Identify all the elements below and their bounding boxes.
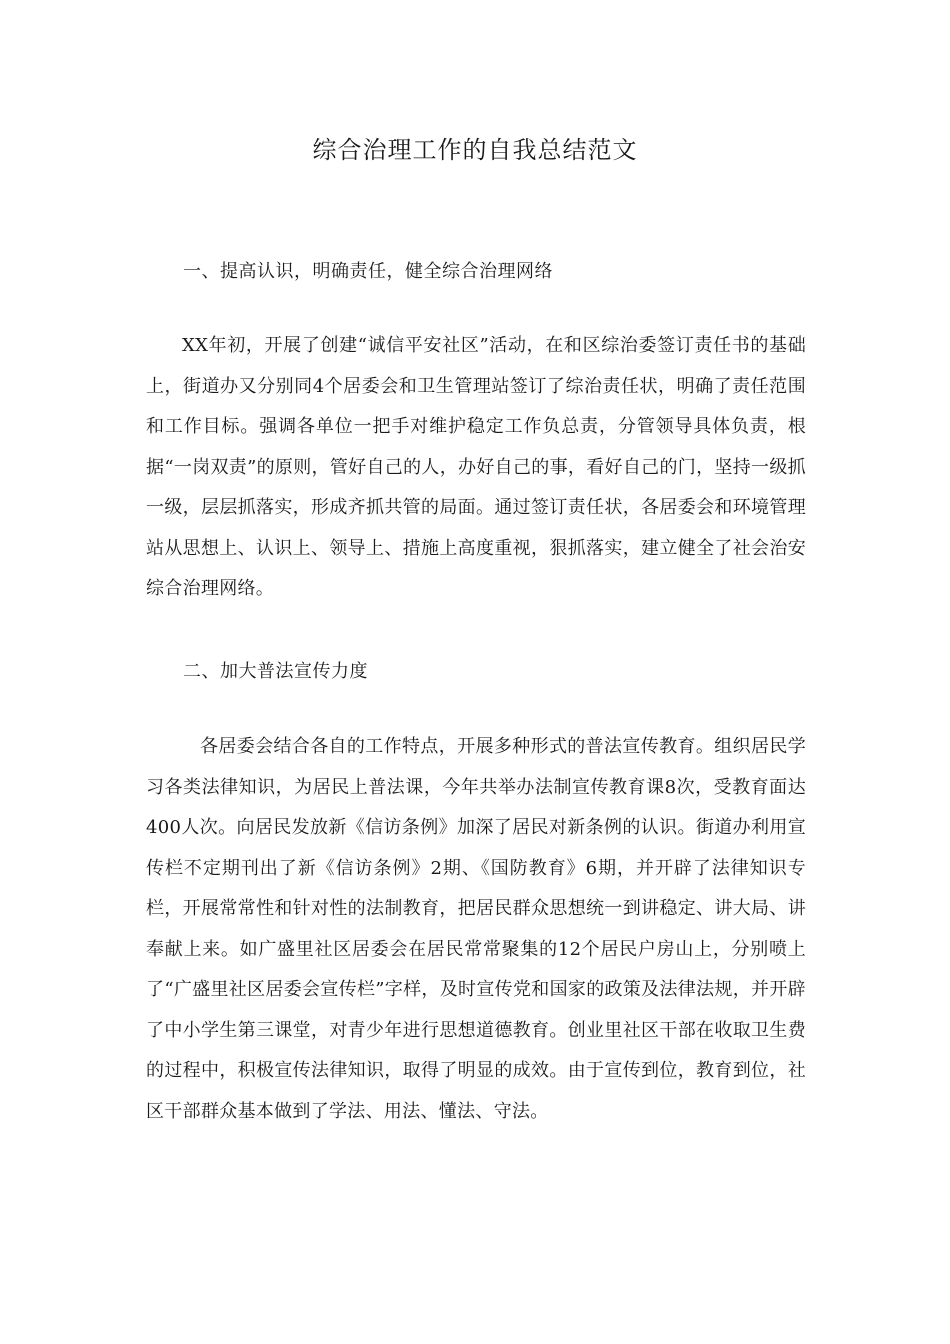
section-heading-2: 二、加大普法宣传力度 bbox=[183, 661, 368, 682]
section-paragraph-2: 各居委会结合各自的工作特点，开展多种形式的普法宣传教育。组织居民学习各类法律知识，为居民上普法课，今年共举办法制宣传教育课8次，受教育面达400人次。向居民发放新《信访条例》加深了居民对新条例的认识。街道办利用宣传栏不定期刊出了新《信访条例》2期、《国防教育》6期，并开辟了法律知识专栏，开展常常性和针对性的法制教育，把居民群众思想统一到讲稳定、讲大局、讲奉献上来。如广盛里社区居委会在居民常常聚集的12个居民户房山上，分别喷上了“广盛里社区居委会宣传栏”字样，及时宣传党和国家的政策及法律法规，并开辟了中小学生第三课堂，对青少年进行思想道德教育。创业里社区干部在收取卫生费的过程中，积极宣传法律知识，取得了明显的成效。由于宣传到位，教育到位，社区干部群众基本做到了学法、用法、懂法、守法。 bbox=[146, 736, 806, 1122]
section-heading-1: 一、提高认识，明确责任，健全综合治理网络 bbox=[183, 261, 553, 282]
document-title: 综合治理工作的自我总结范文 bbox=[312, 136, 638, 164]
section-paragraph-1: XX年初，开展了创建“诚信平安社区”活动，在和区综治委签订责任书的基础上，街道办又分别同4个居委会和卫生管理站签订了综治责任状，明确了责任范围和工作目标。强调各单位一把手对维护稳定工作负总责，分管领导具体负责，根据“一岗双责”的原则，管好自己的人，办好自己的事，看好自己的门，坚持一级抓一级，层层抓落实，形成齐抓共管的局面。通过签订责任状，各居委会和环境管理站从思想上、认识上、领导上、措施上高度重视，狠抓落实，建立健全了社会治安综合治理网络。 bbox=[146, 335, 806, 599]
